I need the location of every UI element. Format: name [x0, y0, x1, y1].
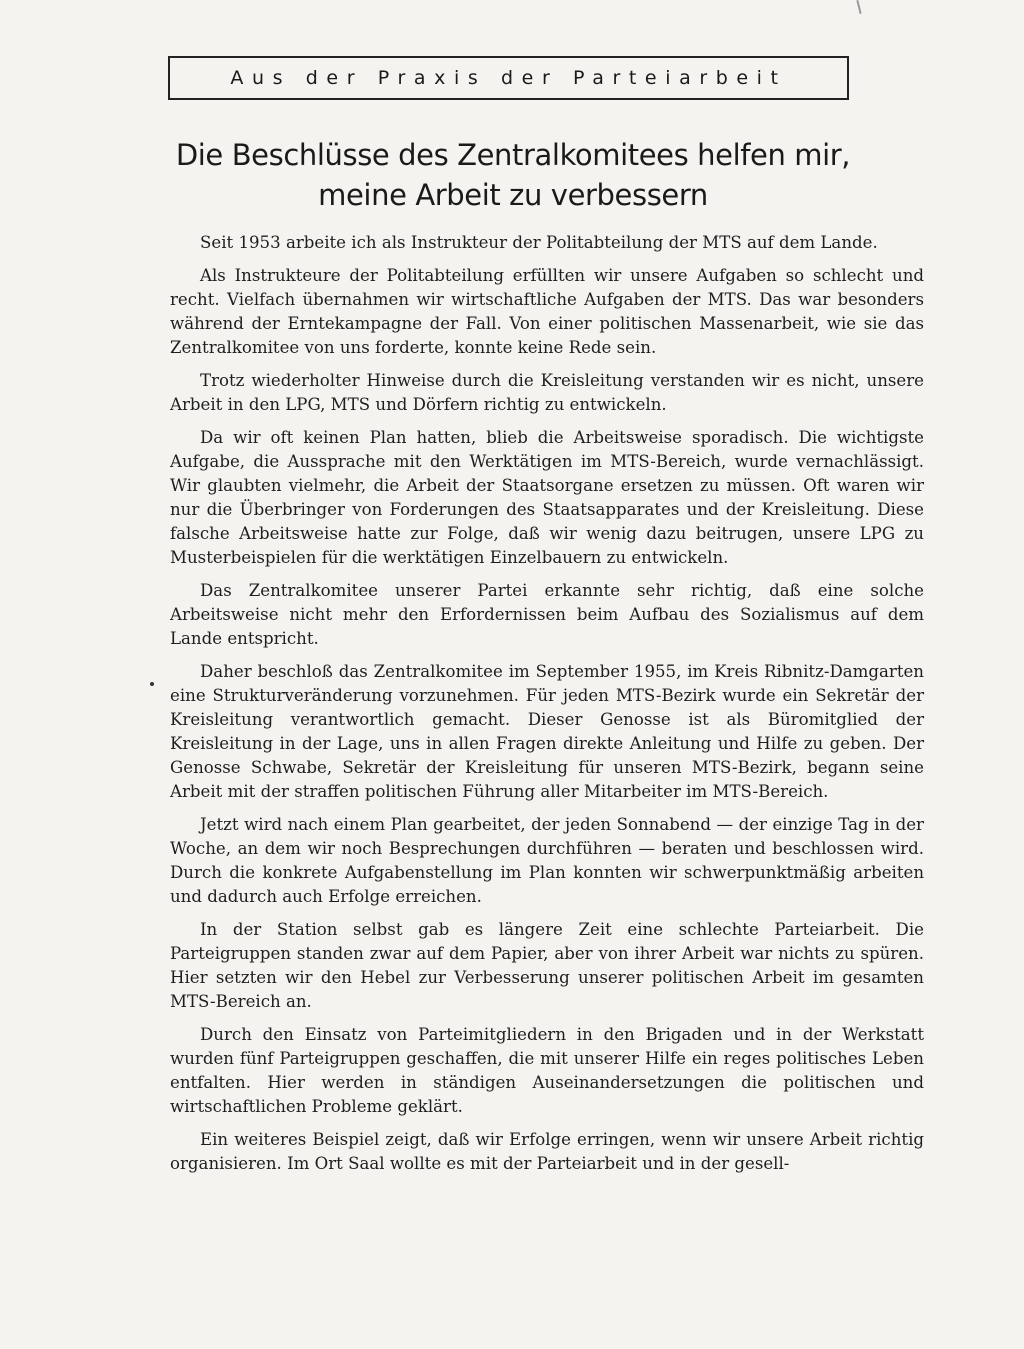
- paragraph-4: Da wir oft keinen Plan hatten, blieb die Arbeitsweise sporadisch. Die wichtigste Aufgabe, die Aussprache mit den Werktätigen im MTS-Bereich, wurde vernachlässigt. Wir glaubten vielmehr, die Arbeit der Staatsorgane ersetzen zu müssen. Oft waren wir nur die Überbringer von Forderungen des Staatsapparates und der Kreisleitung. Diese falsche Arbeitsweise hatte zur Folge, daß wir wenig dazu beitrugen, unsere LPG zu Musterbeispielen für die werktätigen Einzelbauern zu entwickeln.: [170, 428, 924, 567]
- article-body: [170, 231, 924, 1185]
- paragraph-2: Als Instrukteure der Politabteilung erfüllten wir unsere Aufgaben so schlecht und recht. Vielfach übernahmen wir wirtschaftliche Aufgaben der MTS. Das war besonders während der Erntekampagne der Fall. Von einer politischen Massenarbeit, wie sie das Zentralkomitee von uns forderte, konnte keine Rede sein.: [170, 266, 924, 357]
- paragraph-1: Seit 1953 arbeite ich als Instrukteur der Politabteilung der MTS auf dem Lande.: [200, 233, 878, 252]
- section-header-box: [168, 56, 849, 100]
- paragraph-6: Daher beschloß das Zentralkomitee im September 1955, im Kreis Ribnitz-Damgarten eine Strukturveränderung vorzunehmen. Für jeden MTS-Bezirk wurde ein Sekretär der Kreisleitung verantwortlich gemacht. Dieser Genosse ist als Büromitglied der Kreisleitung in der Lage, uns in allen Fragen direkte Anleitung und Hilfe zu geben. Der Genosse Schwabe, Sekretär der Kreisleitung für unseren MTS-Bezirk, begann seine Arbeit mit der straffen politischen Führung aller Mitarbeiter im MTS-Bereich.: [170, 662, 924, 801]
- headline-line-2: meine Arbeit zu verbessern: [318, 178, 708, 212]
- article-headline: [160, 135, 866, 215]
- paragraph-5: Das Zentralkomitee unserer Partei erkannte sehr richtig, daß eine solche Arbeitsweise nicht mehr den Erfordernissen beim Aufbau des Sozialismus auf dem Lande entspricht.: [170, 581, 924, 648]
- scan-edge-mark: [856, 0, 861, 14]
- section-title: Aus der Praxis der Parteiarbeit: [230, 67, 787, 89]
- paragraph-8: In der Station selbst gab es längere Zeit eine schlechte Parteiarbeit. Die Parteigruppen standen zwar auf dem Papier, aber von ihrer Arbeit war nichts zu spüren. Hier setzten wir den Hebel zur Verbesserung unserer politischen Arbeit im gesamten MTS-Bereich an.: [170, 920, 924, 1011]
- paragraph-9: Durch den Einsatz von Parteimitgliedern in den Brigaden und in der Werkstatt wurden fünf Parteigruppen geschaffen, die mit unserer Hilfe ein reges politisches Leben entfalten. Hier werden in ständigen Auseinandersetzungen die politischen und wirtschaftlichen Probleme geklärt.: [170, 1025, 924, 1116]
- headline-line-1: Die Beschlüsse des Zentralkomitees helfen mir,: [175, 138, 851, 172]
- paragraph-7: Jetzt wird nach einem Plan gearbeitet, der jeden Sonnabend — der einzige Tag in der Woche, an dem wir noch Besprechungen durchführen — beraten und beschlossen wird. Durch die konkrete Aufgabenstellung im Plan konnten wir schwerpunktmäßig arbeiten und dadurch auch Erfolge erreichen.: [170, 815, 924, 906]
- margin-dot: [150, 682, 154, 686]
- paragraph-10: Ein weiteres Beispiel zeigt, daß wir Erfolge erringen, wenn wir unsere Arbeit richtig organisieren. Im Ort Saal wollte es mit der Parteiarbeit und in der gesell-: [170, 1130, 924, 1173]
- paragraph-3: Trotz wiederholter Hinweise durch die Kreisleitung verstanden wir es nicht, unsere Arbeit in den LPG, MTS und Dörfern richtig zu entwickeln.: [170, 371, 924, 414]
